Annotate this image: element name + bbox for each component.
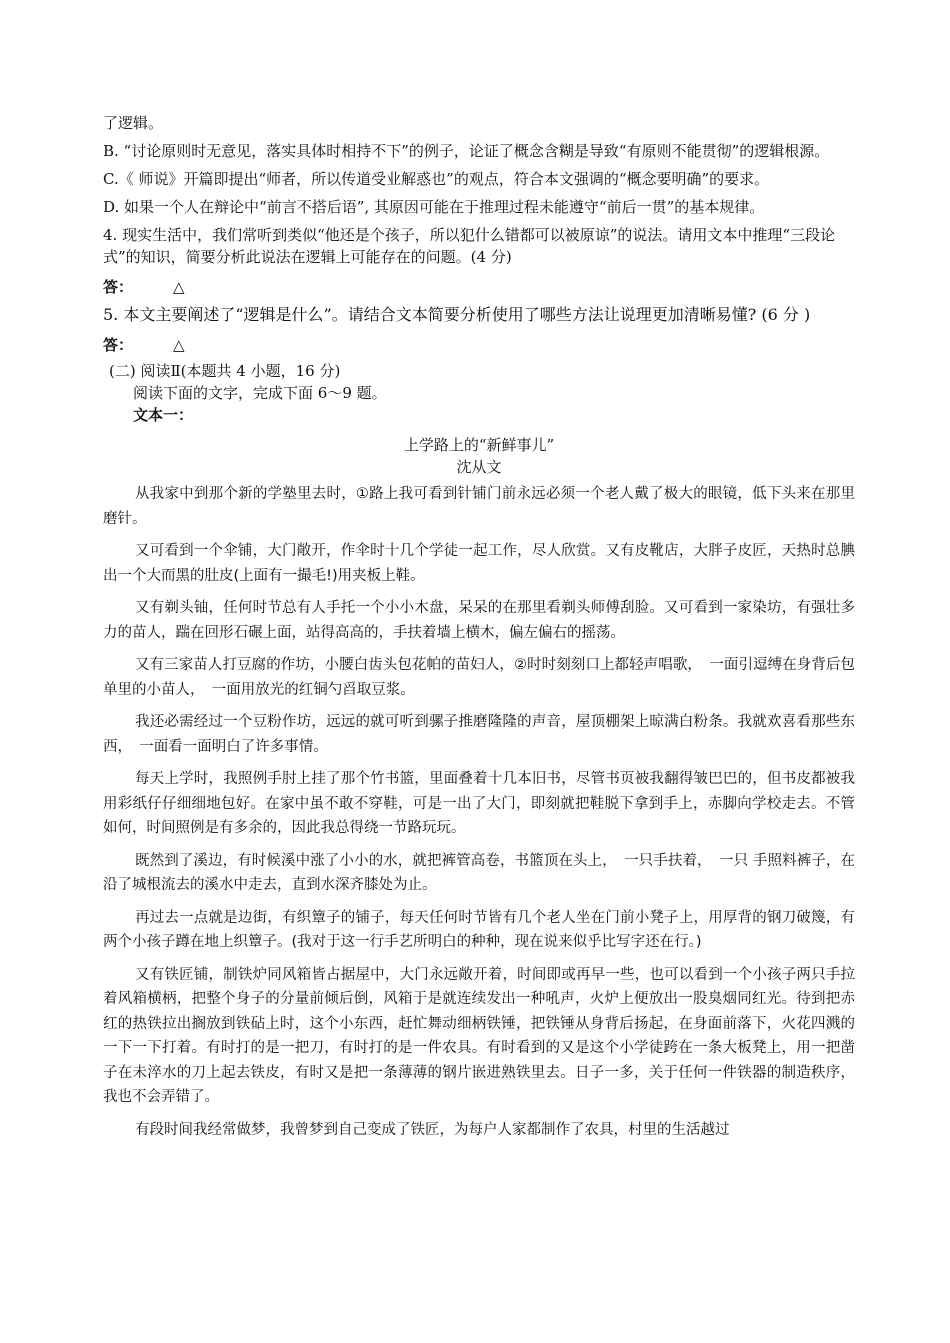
- article-paragraph: 又可看到一个伞铺，大门敞开，作伞时十几个学徒一起工作，尽人欣赏。又有皮靴店，大胖子皮匠，天热时总腆出一个大而黑的肚皮(上面有一撮毛!)用夹板上鞋。: [103, 543, 855, 584]
- article-paragraph: 又有剃头铀，任何时节总有人手托一个小小木盘，呆呆的在那里看剃头师傅刮脸。又可看到一家染坊，有强壮多力的苗人，踹在回形石碾上面，站得高高的，手扶着墙上横木，偏左偏右的摇荡。: [103, 600, 855, 641]
- q3-option-c: C.《 师说》开篇即提出“师者，所以传道受业解惑也”的观点，符合本文强调的“概念要明确”的要求。: [103, 170, 770, 188]
- answer-label: 答：: [103, 278, 134, 296]
- q3-tail: 了逻辑。: [103, 114, 164, 132]
- answer-mark: △: [173, 278, 185, 296]
- q3-option-b: B. “讨论原则时无意见，落实具体时相持不下”的例子，论证了概念含糊是导致“有原则不能贯彻”的逻辑根源。: [103, 142, 830, 160]
- article-paragraph: 既然到了溪边，有时候溪中涨了小小的水，就把裤管高卷，书篮顶在头上， 一只手扶着， 一只 手照料裤子，在沿了城根流去的溪水中走去，直到水深齐膝处为止。: [103, 852, 855, 893]
- q3-option-d: D. 如果一个人在辩论中“前言不搭后语”, 其原因可能在于推理过程未能遵守“前后一贯”的基本规律。: [103, 198, 765, 216]
- article-paragraph: 每天上学时，我照例手肘上挂了那个竹书篮，里面叠着十几本旧书，尽管书页被我翻得皱巴巴的，但书皮都被我用彩纸仔仔细细地包好。在家中虽不敢不穿鞋，可是一出了大门，即刻就把鞋脱下拿到手上，赤脚向学校走去。不管如何，时间照例是有多余的，因此我总得绕一节路玩玩。: [103, 771, 855, 836]
- article-paragraph: 我还必需经过一个豆粉作坊，远远的就可听到骡子推磨隆隆的声音，屋顶棚架上晾满白粉条。我就欢喜看那些东西， 一面看一面明白了许多事情。: [103, 714, 855, 755]
- document-page: [103, 112, 855, 1142]
- article-paragraph: 再过去一点就是边街，有织簟子的铺子，每天任何时节皆有几个老人坐在门前小凳子上，用厚背的钢刀破篾，有两个小孩子蹲在地上织簟子。(我对于这一行手艺所明白的种种，现在说来似乎比写字还在行。): [103, 909, 855, 950]
- answer-line-4: [103, 276, 855, 298]
- article-paragraph: 有段时间我经常做梦，我曾梦到自己变成了铁匠，为每户人家都制作了农具，村里的生活越过: [135, 1121, 730, 1138]
- article-title: 上学路上的“新鲜事儿”: [403, 436, 555, 454]
- question-4: 4. 现实生活中，我们常听到类似“他还是个孩子，所以犯什么错都可以被原谅”的说法。请用文本中推理“三段论式”的知识，简要分析此说法在逻辑上可能存在的问题。(4 分): [103, 226, 836, 266]
- article-paragraph: 从我家中到那个新的学塾里去时，①路上我可看到针铺门前永远必须一个老人戴了极大的眼镜，低下头来在那里磨针。: [103, 486, 855, 527]
- answer-label: 答：: [103, 336, 134, 354]
- article-body: [103, 482, 855, 1142]
- answer-mark: △: [173, 336, 185, 354]
- text-label: 文本一：: [133, 406, 194, 424]
- answer-line-5: [103, 334, 855, 356]
- article-author: 沈从文: [456, 458, 502, 476]
- section-instruction: 阅读下面的文字，完成下面 6～9 题。: [133, 384, 387, 402]
- question-5: 5. 本文主要阐述了“逻辑是什么”。请结合文本简要分析使用了哪些方法让说理更加清晰易懂? (6 分 ): [103, 305, 811, 324]
- section-header: (二) 阅读Ⅱ(本题共 4 小题，16 分): [109, 362, 341, 380]
- article-paragraph: 又有三家苗人打豆腐的作坊，小腰白齿头包花帕的苗妇人，②时时刻刻口上都轻声唱歌， 一面引逗缚在身背后包单里的小苗人， 一面用放光的红铜勺舀取豆浆。: [103, 657, 855, 698]
- article-paragraph: 又有铁匠铺，制铁炉同风箱皆占据屋中，大门永远敞开着，时间即或再早一些，也可以看到一个小孩子两只手拉着风箱横柄，把整个身子的分量前倾后倒，风箱于是就连续发出一种吼声，火炉上便放出一股臭烟同红光。待到把赤红的热铁拉出搁放到铁砧上时，这个小东西，赶忙舞动细柄铁锤，把铁锤从身背后扬起，在身面前落下，火花四溅的一下一下打着。有时打的是一把刀，有时打的是一件农具。有时看到的又是这个小学徒跨在一条大板凳上，用一把凿子在未淬水的刀上起去铁皮，有时又是把一条薄薄的钢片嵌进熟铁里去。日子一多，关于任何一件铁器的制造秩序，我也不会弄错了。: [103, 966, 855, 1105]
